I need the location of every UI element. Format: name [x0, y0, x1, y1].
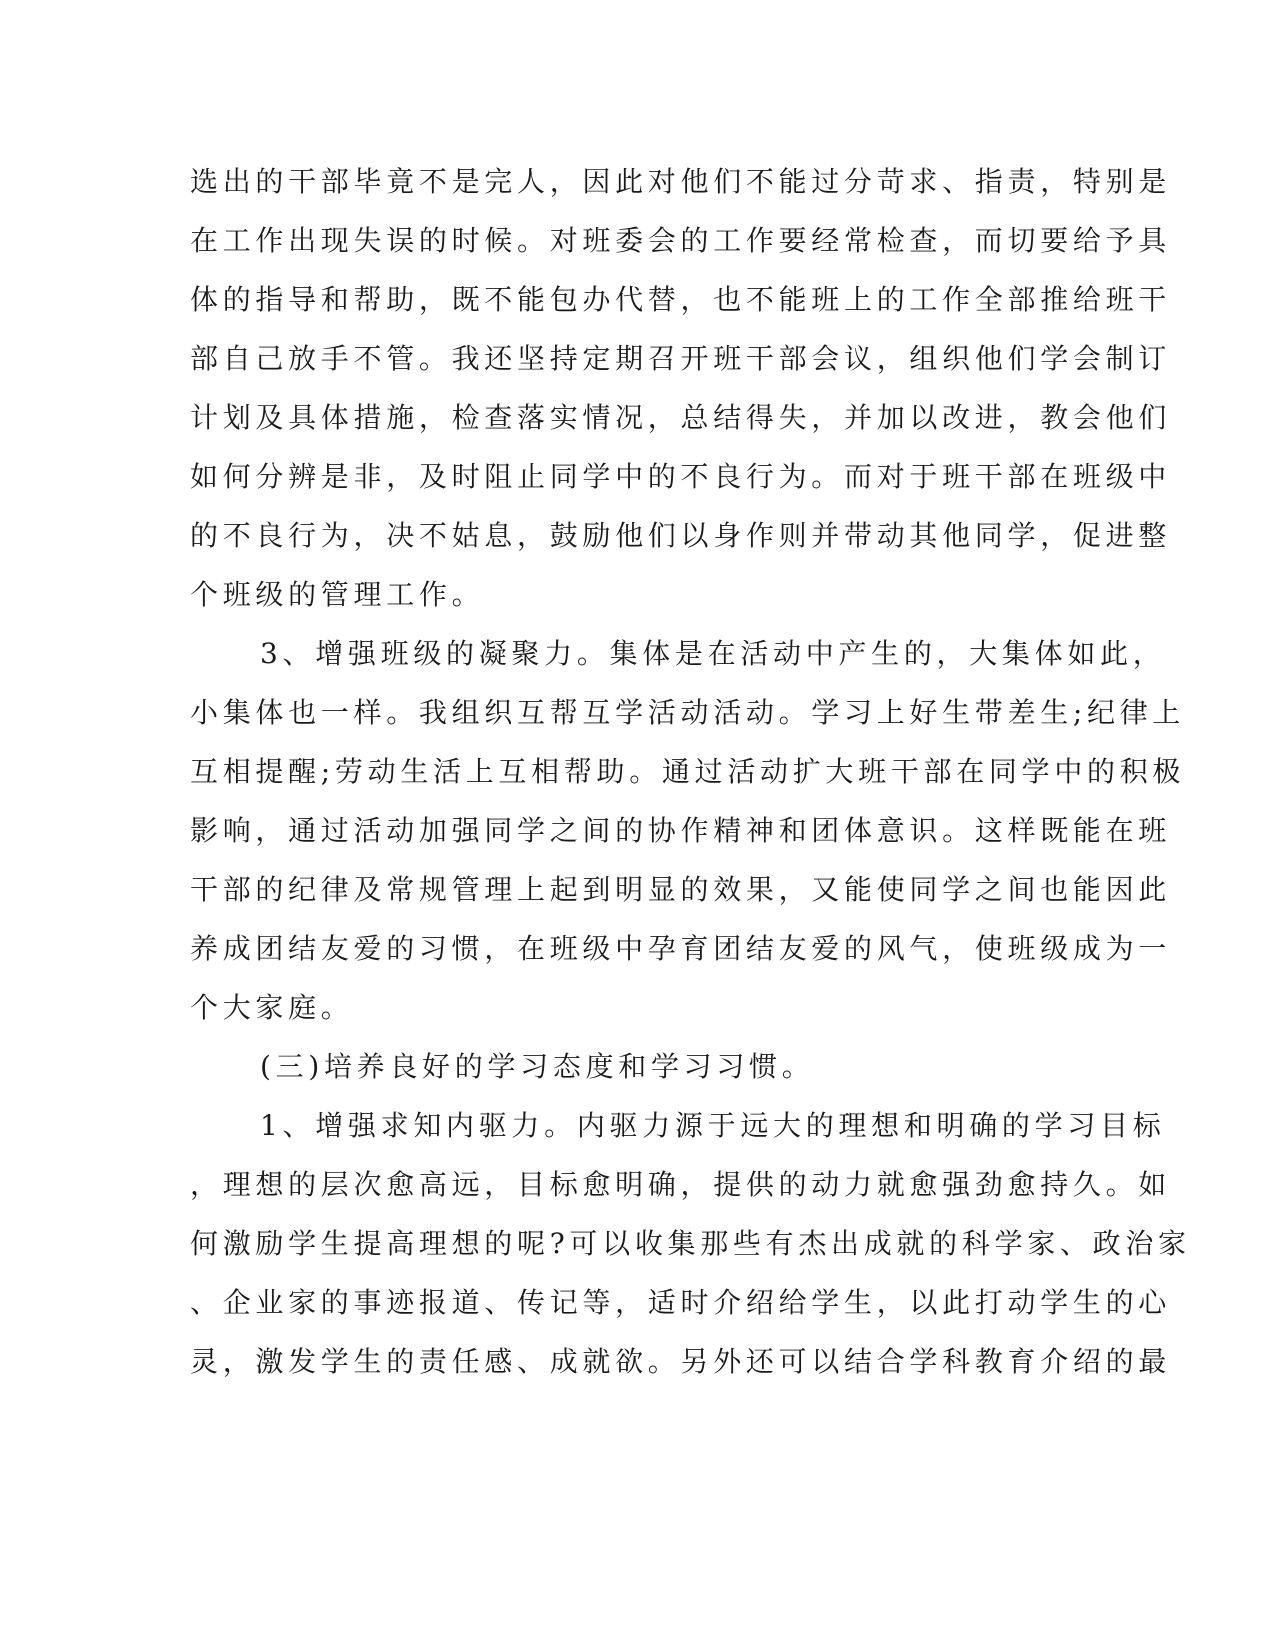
body-text-line: 部自己放手不管。我还坚持定期召开班干部会议，组织他们学会制订 [190, 342, 1172, 375]
body-text-line: 体的指导和帮助，既不能包办代替，也不能班上的工作全部推给班干 [190, 283, 1172, 316]
body-text-line: 养成团结友爱的习惯，在班级中孕育团结友爱的风气，使班级成为一 [190, 932, 1172, 965]
body-text-line: 小集体也一样。我组织互帮互学活动活动。学习上好生带差生;纪律上 [190, 696, 1186, 729]
body-text-line: 互相提醒;劳动生活上互相帮助。通过活动扩大班干部在同学中的积极 [190, 755, 1186, 788]
paragraph-start-line: 3、增强班级的凝聚力。集体是在活动中产生的，大集体如此， [260, 637, 1166, 670]
body-text-line: 灵，激发学生的责任感、成就欲。另外还可以结合学科教育介绍的最 [190, 1345, 1172, 1378]
section-heading: (三)培养良好的学习态度和学习习惯。 [260, 1050, 815, 1083]
body-text-line: 的不良行为，决不姑息，鼓励他们以身作则并带动其他同学，促进整 [190, 519, 1172, 552]
body-text-line: 干部的纪律及常规管理上起到明显的效果，又能使同学之间也能因此 [190, 873, 1172, 906]
body-text-line: ，理想的层次愈高远，目标愈明确，提供的动力就愈强劲愈持久。如 [190, 1168, 1172, 1201]
body-text-line: 计划及具体措施，检查落实情况，总结得失，并加以改进，教会他们 [190, 401, 1172, 434]
body-text-line: 个班级的管理工作。 [190, 578, 485, 611]
body-text-line: 选出的干部毕竟不是完人，因此对他们不能过分苛求、指责，特别是 [190, 165, 1172, 198]
body-text-line: 个大家庭。 [190, 991, 354, 1024]
body-text-line: 何激励学生提高理想的呢?可以收集那些有杰出成就的科学家、政治家 [190, 1227, 1191, 1260]
body-text-line: 在工作出现失误的时候。对班委会的工作要经常检查，而切要给予具 [190, 224, 1172, 257]
body-text-line: 、企业家的事迹报道、传记等，适时介绍给学生，以此打动学生的心 [190, 1286, 1172, 1319]
body-text-line: 影响，通过活动加强同学之间的协作精神和团体意识。这样既能在班 [190, 814, 1172, 847]
paragraph-start-line: 1、增强求知内驱力。内驱力源于远大的理想和明确的学习目标 [260, 1109, 1166, 1142]
body-text-line: 如何分辨是非，及时阻止同学中的不良行为。而对于班干部在班级中 [190, 460, 1172, 493]
